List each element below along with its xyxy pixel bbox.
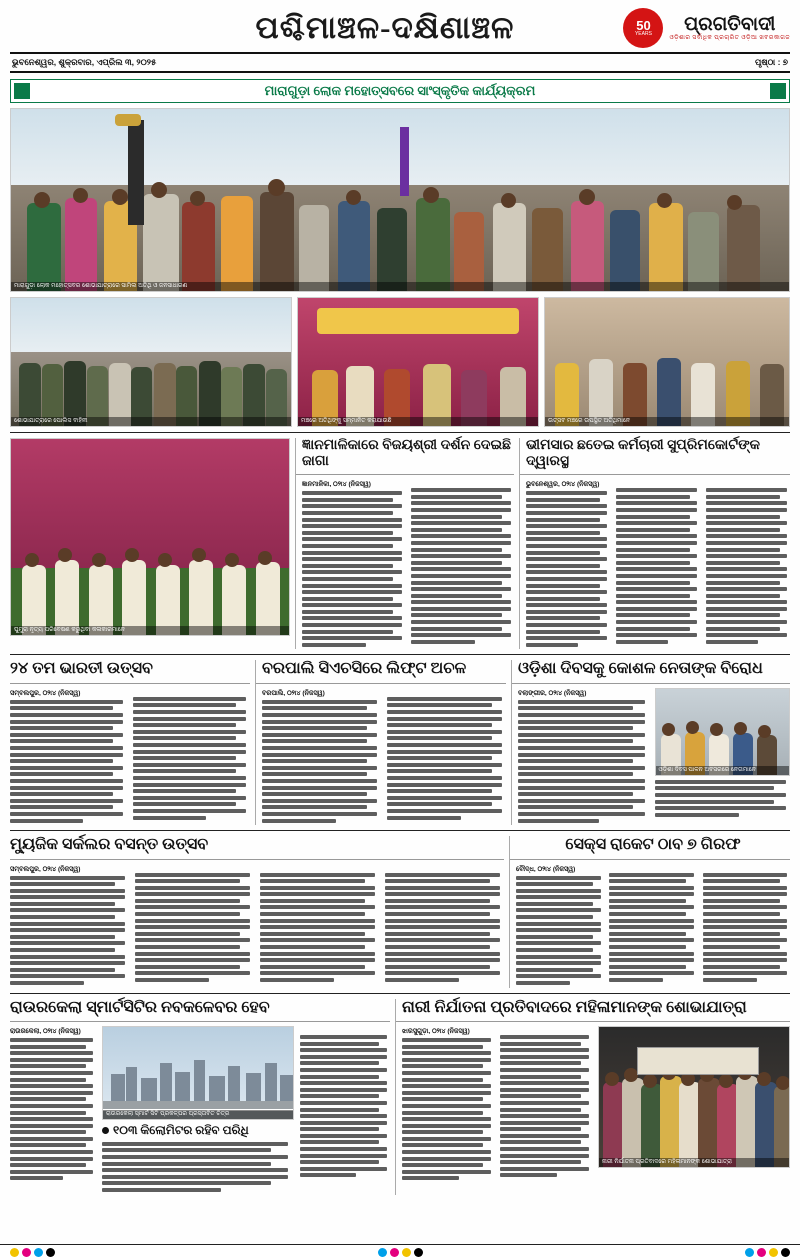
- photo-rally: [598, 1026, 790, 1168]
- article-headline: ଓଡ଼ିଶା ଦିବସକୁ କୋଶଳ ନେତାଙ୍କ ବିରୋଧ: [518, 660, 763, 678]
- photo-rally-caption: ନାରୀ ନିର୍ଯାତନା ପ୍ରତିବାଦରେ ମହିଳାମାନଙ୍କ ଶୋଭାଯାତ୍ରା: [599, 1158, 789, 1167]
- divider: [256, 683, 506, 684]
- divider: [510, 859, 790, 860]
- divider: [296, 474, 514, 475]
- color-dot: [745, 1248, 754, 1257]
- article-kosal: [511, 660, 790, 825]
- divider: [10, 432, 790, 433]
- color-dot: [769, 1248, 778, 1257]
- divider: [10, 993, 790, 994]
- photo-dancers: [10, 438, 290, 636]
- music-row: [10, 836, 790, 987]
- divider: [520, 474, 790, 475]
- article-headline: ୨୪ ତମ ଭାରତୀ ଉତ୍ସବ: [10, 660, 153, 678]
- masthead-brand: [610, 8, 790, 48]
- masthead: [10, 8, 790, 54]
- article-body: [526, 491, 610, 647]
- logo-label: YEARS: [634, 31, 652, 37]
- article-lift: [255, 660, 506, 825]
- photo-smartcity: [102, 1026, 294, 1120]
- dateline-place-date: ଭୁବନେଶ୍ୱର, ଶୁକ୍ରବାର, ଏପ୍ରିଲ ୩, ୨୦୨୫: [12, 57, 157, 67]
- banner-ornament-right-icon: [770, 83, 786, 99]
- photo-crowd: [545, 347, 789, 426]
- article-subhead: ୧୦୩ କିଲୋମିଟର ରହିବ ପରିଧି: [102, 1124, 294, 1138]
- photo-sky: [11, 298, 291, 352]
- color-dot: [781, 1248, 790, 1257]
- article-body: [10, 700, 127, 823]
- article-byline: ଭୁବନେଶ୍ୱର, ୦୨ା୪ (ନିଜସ୍ୱ): [526, 481, 600, 489]
- photo-stage: [297, 297, 539, 427]
- photo-guests-caption: ଉତ୍ସବ ମଞ୍ଚରେ ଉପସ୍ଥିତ ଅତିଥିମାନେ: [545, 417, 789, 426]
- color-dot: [402, 1248, 411, 1257]
- divider: [10, 1021, 390, 1022]
- photo-stage-caption: ମଞ୍ଚରେ ଅତିଥିଙ୍କୁ ସମ୍ମାନିତ କରାଯାଉଛି: [298, 417, 538, 426]
- article-byline: ରାଉରକେଲା, ୦୨ା୪ (ନିଜସ୍ୱ): [10, 1027, 81, 1035]
- color-dots-left: [10, 1248, 55, 1257]
- photo-crowd: [11, 347, 291, 426]
- brand-name: ପ୍ରଗତିବାଦୀ ଓଡ଼ିଶାର ସର୍ବାଧିକ ପ୍ରଚାରିତ ଓଡ଼ିଆ ଖବରକାଗଜ: [669, 13, 790, 41]
- article-body-2: [411, 488, 514, 644]
- protest-banner: [637, 1047, 759, 1075]
- article-byline: ସମ୍ବଲପୁର, ୦୨ା୪ (ନିଜସ୍ୱ): [10, 865, 81, 873]
- article-body-4: [385, 873, 504, 983]
- banner-ornament-left-icon: [14, 83, 30, 99]
- article-body-3: [706, 488, 790, 644]
- banner-title: ମାରାଗୁଡ଼ା ଲୋକ ମହୋତ୍ସବରେ ସାଂସ୍କୃତିକ କାର୍ଯ୍ୟକ୍ରମ: [264, 83, 536, 98]
- article-smartcity: [10, 999, 390, 1195]
- article-byline: ବରପାଲି, ୦୨ା୪ (ନିଜସ୍ୱ): [262, 689, 325, 697]
- article-headline: ମ୍ୟୁଜିକ ସର୍କଲର ବସନ୍ତ ଉତ୍ସବ: [10, 836, 209, 854]
- color-dot: [390, 1248, 399, 1257]
- article-headline: ସେକ୍ସ ରାକେଟ ଠାବ ୭ ଗିରଫ: [565, 836, 741, 854]
- color-dots-center: [378, 1248, 423, 1257]
- photo-dancers-caption: ଘୁମୁରା ନୃତ୍ୟ ପରିବେଷଣ କରୁଥିବା କଳାକାରମାନେ: [11, 626, 289, 635]
- article-bharati: [10, 660, 250, 825]
- color-dot: [34, 1248, 43, 1257]
- photo-crowd: [298, 347, 538, 426]
- print-registration-bar: [0, 1244, 800, 1260]
- divider: [10, 683, 250, 684]
- article-women-rally: [395, 999, 790, 1195]
- bottom-row: [10, 999, 790, 1195]
- city-skyline: [103, 1056, 293, 1102]
- article-headline: ଜ୍ଞାନମାଳିକାରେ ବିଜୟଶ୍ରୀ ଦର୍ଶନ ଦେଇଛି ଜାଗା: [302, 438, 511, 470]
- section-banner: [10, 79, 790, 103]
- article-body-2: [135, 873, 254, 983]
- article-body-2: [500, 1035, 592, 1177]
- article-music: [10, 836, 504, 987]
- color-dots-right: [745, 1248, 790, 1257]
- photo-row: [10, 297, 790, 427]
- photo-crowd: [599, 1063, 789, 1167]
- ceremonial-pillar: [128, 120, 144, 226]
- article-byline: ସମ୍ବଲପୁର, ୦୨ା୪ (ନିଜସ୍ୱ): [10, 689, 81, 697]
- color-dot: [378, 1248, 387, 1257]
- article-headline: ଭୀମସାର ଛତେଇ କର୍ମଚାରୀ ସୁପ୍ରିମକୋର୍ଟଙ୍କ ଦ୍ୱାରସ୍ଥ: [526, 438, 761, 470]
- article-temple: [295, 438, 514, 649]
- article-byline: ଜ୍ଞାନମାଳିକା, ୦୨ା୪ (ନିଜସ୍ୱ): [302, 481, 371, 489]
- flag-pole: [400, 127, 409, 196]
- dateline: [10, 54, 790, 73]
- article-body: [518, 700, 649, 823]
- article-body-3: [300, 1035, 390, 1177]
- photo-police: [10, 297, 292, 427]
- color-dot: [46, 1248, 55, 1257]
- article-body: [302, 491, 405, 647]
- article-body: [10, 876, 129, 986]
- article-headline: ରାଉରକେଲା ସ୍ମାର୍ଟସିଟିର ନବକଳେବର ହେବ: [10, 998, 270, 1016]
- article-body-2: [387, 697, 506, 820]
- article-body-2: [609, 873, 696, 983]
- lead-photo-caption: ମାରାଗୁଡ଼ା ଲୋକ ମହୋତ୍ସବର ଶୋଭାଯାତ୍ରାରେ ସାମିଲ ଅତିଥି ଓ ଜନସାଧାରଣ: [11, 282, 789, 291]
- bullet-icon: [102, 1127, 109, 1134]
- color-dot: [10, 1248, 19, 1257]
- color-dot: [414, 1248, 423, 1257]
- photo-protest: [655, 688, 790, 776]
- article-byline: ଝାରସୁଗୁଡ଼ା, ୦୨ା୪ (ନିଜସ୍ୱ): [402, 1027, 470, 1035]
- article-headline: ନାରୀ ନିର୍ଯାତନା ପ୍ରତିବାଦରେ ମହିଳାମାନଙ୍କ ଶୋଭାଯାତ୍ରା: [402, 998, 747, 1016]
- divider: [10, 830, 790, 831]
- divider: [10, 859, 504, 860]
- article-body: [516, 876, 603, 986]
- three-article-row: [10, 660, 790, 825]
- article-body-2: [133, 697, 250, 820]
- stage-sign: [317, 308, 519, 334]
- photo-smartcity-caption: ରାଉରକେଲା ସ୍ମାର୍ଟ ସିଟି ପ୍ରକଳ୍ପର ପ୍ରସ୍ତାବିତ ଚିତ୍ର: [103, 1110, 293, 1119]
- color-dot: [22, 1248, 31, 1257]
- color-dot: [757, 1248, 766, 1257]
- dancer-row: [11, 513, 289, 635]
- article-body-2: [655, 780, 790, 817]
- article-body-2: [102, 1142, 294, 1192]
- article-body: [10, 1038, 96, 1180]
- pillar-top: [115, 114, 141, 126]
- article-byline: ବଲାଙ୍ଗୀର, ୦୨ା୪ (ନିଜସ୍ୱ): [518, 689, 587, 697]
- article-body-2: [616, 488, 700, 644]
- page-title: ପଶ୍ଚିମାଞ୍ଚଳ-ଦକ୍ଷିଣାଞ୍ଚଳ: [255, 9, 515, 45]
- mid-section: [10, 438, 790, 649]
- article-sex-racket: [509, 836, 790, 987]
- article-headline: ବରପାଲି ସିଏଚସିରେ ଲିଫ୍ଟ ଅଚଳ: [262, 660, 467, 678]
- page-number: ପୃଷ୍ଠା : ୭: [755, 57, 788, 67]
- photo-police-caption: ଶୋଭାଯାତ୍ରାରେ ପୋଲିସ ବାହିନୀ: [11, 417, 291, 426]
- article-supreme: [519, 438, 790, 649]
- photo-guests: [544, 297, 790, 427]
- article-body: [402, 1038, 494, 1180]
- article-body: [262, 700, 381, 823]
- article-body-3: [260, 873, 379, 983]
- photo-protest-caption: ଓଡ଼ିଶା ଦିବସ ପାଳନ ଅବସରରେ ନେତାମାନେ: [656, 766, 789, 775]
- logo-number: 50: [636, 18, 651, 33]
- brand-subtitle: ଓଡ଼ିଶାର ସର୍ବାଧିକ ପ୍ରଚାରିତ ଓଡ଼ିଆ ଖବରକାଗଜ: [669, 34, 790, 41]
- article-body-3: [703, 873, 790, 983]
- lead-photo: [10, 108, 790, 292]
- divider: [396, 1021, 790, 1022]
- divider: [512, 683, 790, 684]
- article-byline: ବୌଦ୍ଧ, ୦୨ା୪ (ନିଜସ୍ୱ): [516, 865, 576, 873]
- anniversary-logo-icon: [623, 8, 663, 48]
- divider: [10, 654, 790, 655]
